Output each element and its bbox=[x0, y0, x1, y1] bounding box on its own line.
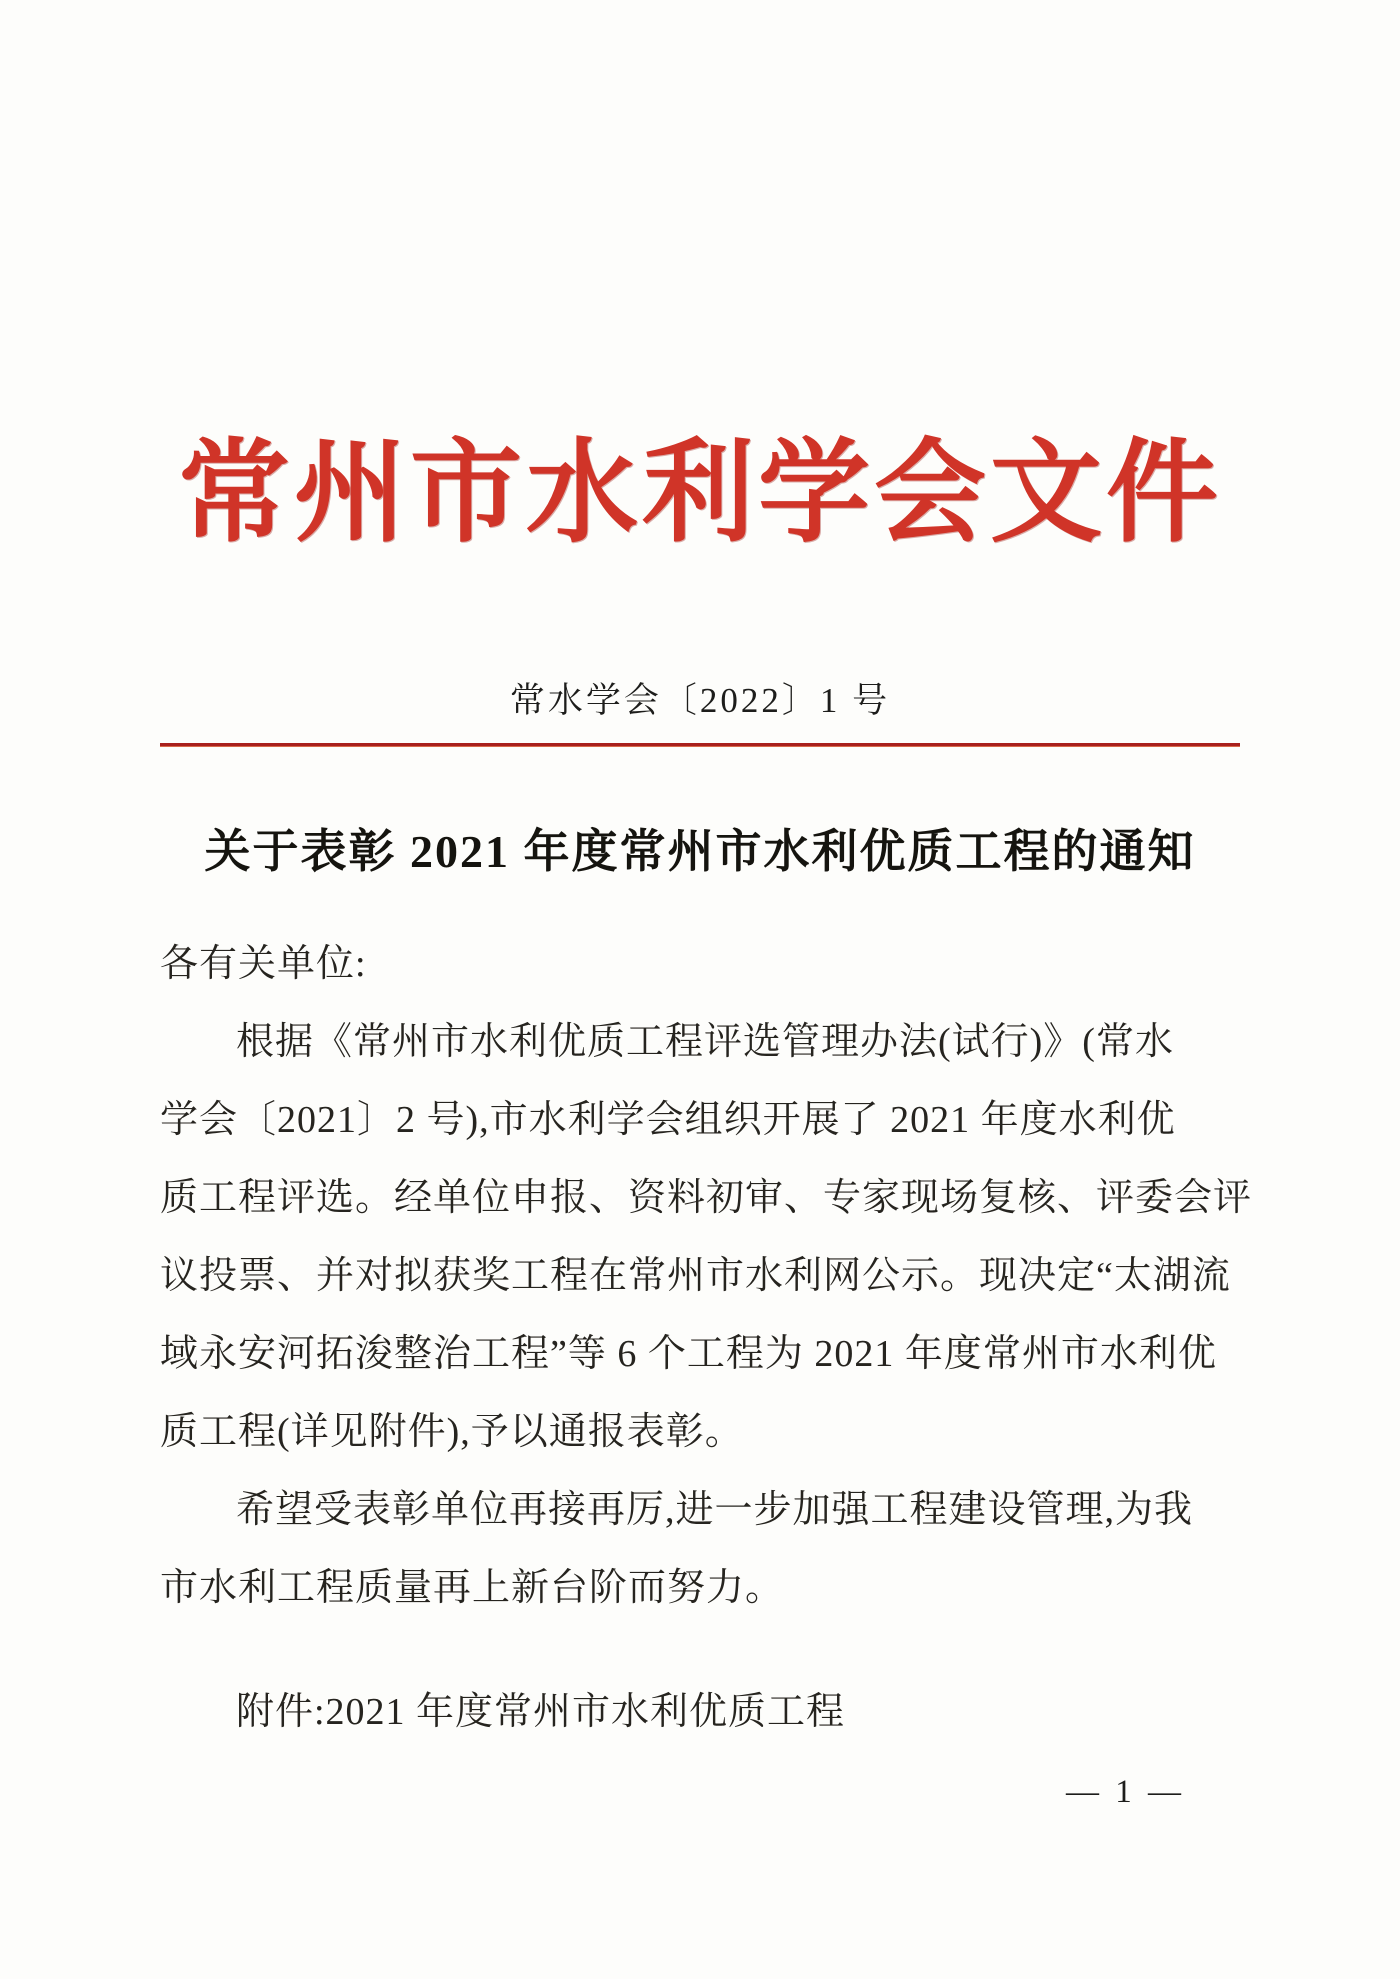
body-line: 质工程(详见附件),予以通报表彰。 bbox=[160, 1411, 744, 1453]
body-line: 质工程评选。经单位申报、资料初审、专家现场复核、评委会评 bbox=[160, 1177, 1253, 1219]
body-line: 希望受表彰单位再接再厉,进一步加强工程建设管理,为我 bbox=[236, 1489, 1194, 1531]
salutation: 各有关单位: bbox=[160, 943, 367, 985]
attachment-line: 附件:2021 年度常州市水利优质工程 bbox=[236, 1691, 846, 1733]
body-line: 议投票、并对拟获奖工程在常州市水利网公示。现决定“太湖流 bbox=[160, 1255, 1231, 1297]
page-number: — 1 — bbox=[1066, 1774, 1185, 1810]
notice-title: 关于表彰 2021 年度常州市水利优质工程的通知 bbox=[204, 826, 1196, 877]
body-line: 根据《常州市水利优质工程评选管理办法(试行)》(常水 bbox=[236, 1021, 1174, 1063]
doc-number: 常水学会〔2022〕1 号 bbox=[509, 681, 891, 720]
org-masthead-title: 常州市水利学会文件 bbox=[178, 432, 1222, 556]
red-divider-rule bbox=[160, 743, 1240, 747]
body-line: 域永安河拓浚整治工程”等 6 个工程为 2021 年度常州市水利优 bbox=[160, 1333, 1217, 1375]
body-line: 市水利工程质量再上新台阶而努力。 bbox=[160, 1567, 785, 1609]
notice-body bbox=[160, 925, 1253, 1627]
body-line: 学会〔2021〕2 号),市水利学会组织开展了 2021 年度水利优 bbox=[160, 1099, 1176, 1141]
